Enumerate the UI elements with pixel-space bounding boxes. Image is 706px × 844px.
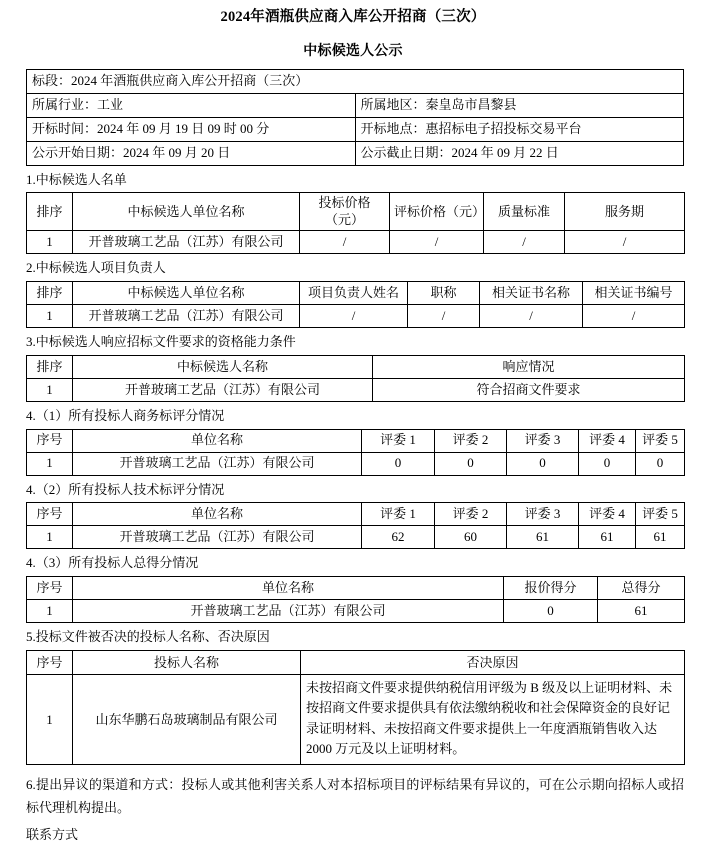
qualification-response-table: [26, 355, 685, 402]
table-header-row: [27, 193, 685, 231]
cell-judge-1: 62: [362, 526, 435, 549]
contact-label: 联系方式: [26, 826, 79, 842]
cell-eval-price: /: [390, 230, 484, 253]
column-header-title: 职称: [408, 281, 480, 304]
column-header-response: 响应情况: [373, 355, 685, 378]
cell-judge-4: 0: [579, 452, 636, 475]
column-header-cert-name: 相关证书名称: [480, 281, 583, 304]
cell-company: 开普玻璃工艺品（江苏）有限公司: [73, 452, 362, 475]
section-6-text: 6.提出异议的渠道和方式：投标人或其他利害关系人对本招标项目的评标结果有异议的，可在公示期向招标人或招标代理机构提出。: [26, 777, 684, 815]
column-header-judge-3: 评委 3: [507, 429, 579, 452]
cell-judge-4: 61: [579, 526, 636, 549]
technical-score-table: [26, 502, 685, 549]
column-header-company: 中标候选人名称: [73, 355, 373, 378]
cell-rejection-reason: 未按招商文件要求提供纳税信用评级为 B 级及以上证明材料、未按招商文件要求提供具有依法缴纳税收和社会保障资金的良好记录证明材料、未按招商文件要求提供上一年度酒瓶销售收入达 2000 万元及以上证明材料。: [301, 675, 685, 765]
cell-company: 开普玻璃工艺品（江苏）有限公司: [73, 526, 362, 549]
info-open-time: 开标时间：2024 年 09 月 19 日 09 时 00 分: [27, 117, 356, 141]
info-bid-section: 标段：2024 年酒瓶供应商入库公开招商（三次）: [27, 69, 684, 93]
table-header-row: [27, 503, 685, 526]
cell-title: /: [408, 304, 480, 327]
column-header-rank: 排序: [27, 355, 73, 378]
table-row: [27, 526, 685, 549]
page-title: 2024年酒瓶供应商入库公开招商（三次）: [220, 9, 486, 25]
cell-rank: 1: [27, 378, 73, 401]
cell-judge-5: 61: [636, 526, 685, 549]
cell-manager-name: /: [300, 304, 408, 327]
table-row: [27, 675, 685, 765]
column-header-company: 中标候选人单位名称: [73, 193, 300, 231]
section-2-label: 2.中标候选人项目负责人: [26, 259, 166, 275]
section-5-label: 5.投标文件被否决的投标人名称、否决原因: [26, 629, 270, 645]
column-header-company: 单位名称: [73, 577, 504, 600]
column-header-judge-1: 评委 1: [362, 503, 435, 526]
cell-judge-3: 0: [507, 452, 579, 475]
column-header-no: 序号: [27, 577, 73, 600]
cell-rank: 1: [27, 230, 73, 253]
total-score-table: [26, 576, 685, 623]
info-region: 所属地区：秦皇岛市昌黎县: [355, 93, 684, 117]
column-header-company: 单位名称: [73, 503, 362, 526]
column-header-total-score: 总得分: [598, 577, 685, 600]
table-row: [27, 117, 684, 141]
column-header-rank: 排序: [27, 281, 73, 304]
cell-no: 1: [27, 675, 73, 765]
cell-no: 1: [27, 600, 73, 623]
table-row: [27, 69, 684, 93]
cell-cert-name: /: [480, 304, 583, 327]
cell-response: 符合招商文件要求: [373, 378, 685, 401]
rejected-bidders-table: [26, 650, 685, 765]
candidate-list-table: [26, 192, 685, 254]
cell-quality: /: [484, 230, 565, 253]
column-header-bid-price: 投标价格（元）: [300, 193, 390, 231]
column-header-reason: 否决原因: [301, 651, 685, 675]
cell-judge-1: 0: [362, 452, 435, 475]
section-1-label: 1.中标候选人名单: [26, 171, 127, 187]
column-header-judge-3: 评委 3: [507, 503, 579, 526]
column-header-judge-2: 评委 2: [435, 503, 507, 526]
column-header-cert-number: 相关证书编号: [583, 281, 685, 304]
column-header-bidder: 投标人名称: [73, 651, 301, 675]
cell-company: 开普玻璃工艺品（江苏）有限公司: [73, 378, 373, 401]
column-header-judge-4: 评委 4: [579, 429, 636, 452]
section-4-3-label: 4.（3）所有投标人总得分情况: [26, 555, 199, 571]
column-header-manager-name: 项目负责人姓名: [300, 281, 408, 304]
table-header-row: [27, 281, 685, 304]
column-header-service-period: 服务期: [565, 193, 685, 231]
cell-cert-number: /: [583, 304, 685, 327]
info-publicity-end: 公示截止日期：2024 年 09 月 22 日: [355, 141, 684, 165]
cell-rank: 1: [27, 304, 73, 327]
table-row: [27, 230, 685, 253]
cell-judge-2: 60: [435, 526, 507, 549]
column-header-eval-price: 评标价格（元）: [390, 193, 484, 231]
cell-bidder: 山东华鹏石岛玻璃制品有限公司: [73, 675, 301, 765]
column-header-company: 单位名称: [73, 429, 362, 452]
project-manager-table: [26, 281, 685, 328]
info-publicity-start: 公示开始日期：2024 年 09 月 20 日: [27, 141, 356, 165]
cell-company: 开普玻璃工艺品（江苏）有限公司: [73, 304, 300, 327]
table-row: [27, 378, 685, 401]
section-3-label: 3.中标候选人响应招标文件要求的资格能力条件: [26, 333, 296, 349]
cell-no: 1: [27, 452, 73, 475]
column-header-no: 序号: [27, 651, 73, 675]
table-row: [27, 93, 684, 117]
column-header-judge-4: 评委 4: [579, 503, 636, 526]
column-header-rank: 排序: [27, 193, 73, 231]
table-header-row: [27, 651, 685, 675]
cell-no: 1: [27, 526, 73, 549]
table-header-row: [27, 577, 685, 600]
info-open-place: 开标地点：惠招标电子招投标交易平台: [355, 117, 684, 141]
column-header-no: 序号: [27, 429, 73, 452]
cell-judge-3: 61: [507, 526, 579, 549]
column-header-judge-5: 评委 5: [636, 503, 685, 526]
column-header-quality: 质量标准: [484, 193, 565, 231]
section-4-2-label: 4.（2）所有投标人技术标评分情况: [26, 481, 225, 497]
cell-service-period: /: [565, 230, 685, 253]
cell-company: 开普玻璃工艺品（江苏）有限公司: [73, 230, 300, 253]
cell-judge-2: 0: [435, 452, 507, 475]
cell-bid-price: /: [300, 230, 390, 253]
column-header-no: 序号: [27, 503, 73, 526]
table-header-row: [27, 355, 685, 378]
table-header-row: [27, 429, 685, 452]
column-header-price-score: 报价得分: [504, 577, 598, 600]
cell-price-score: 0: [504, 600, 598, 623]
column-header-company: 中标候选人单位名称: [73, 281, 300, 304]
section-4-1-label: 4.（1）所有投标人商务标评分情况: [26, 407, 225, 423]
column-header-judge-2: 评委 2: [435, 429, 507, 452]
table-row: [27, 141, 684, 165]
table-row: [27, 452, 685, 475]
cell-company: 开普玻璃工艺品（江苏）有限公司: [73, 600, 504, 623]
table-row: [27, 600, 685, 623]
table-row: [27, 304, 685, 327]
info-industry: 所属行业：工业: [27, 93, 356, 117]
project-info-table: [26, 69, 684, 166]
page-subtitle: 中标候选人公示: [303, 43, 403, 59]
cell-total-score: 61: [598, 600, 685, 623]
column-header-judge-1: 评委 1: [362, 429, 435, 452]
business-score-table: [26, 429, 685, 476]
cell-judge-5: 0: [636, 452, 685, 475]
column-header-judge-5: 评委 5: [636, 429, 685, 452]
